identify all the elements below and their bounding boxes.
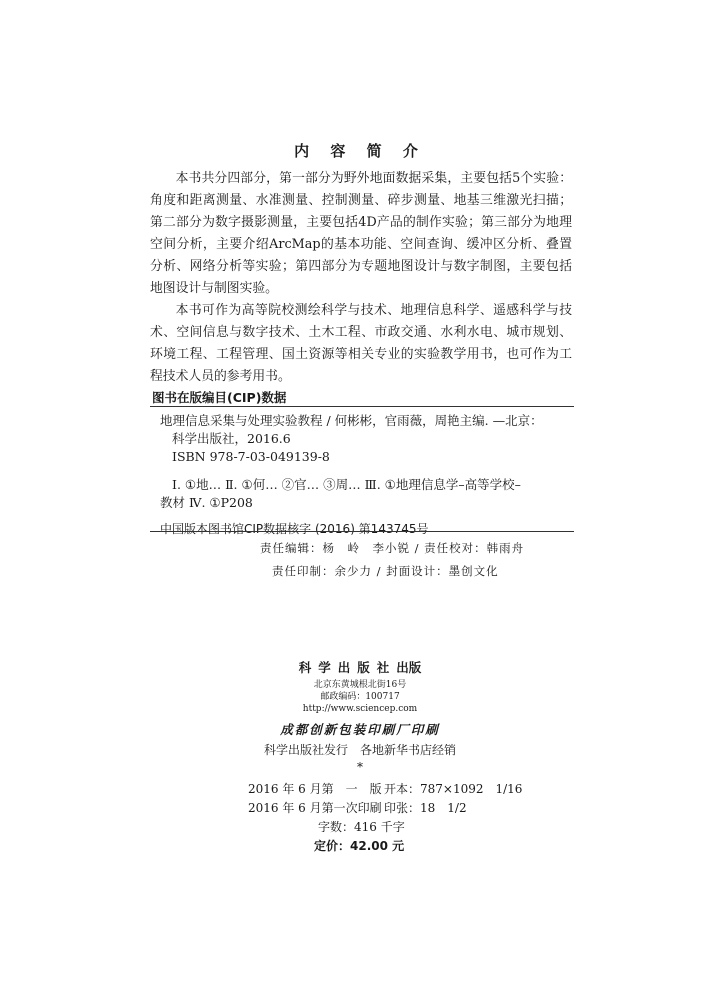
publisher-suffix: 出版 [396,660,422,675]
divider [150,531,574,532]
summary-title: 内 容 简 介 [294,142,426,160]
cip-block [160,412,570,538]
print-specs [248,780,522,856]
divider [150,406,574,407]
publisher-postcode: 邮政编码：100717 [320,692,400,702]
summary-text [150,168,572,388]
cip-publisher-line: 科学出版社，2016.6 [172,431,291,446]
cip-heading: 图书在版编目(CIP)数据 [152,390,287,405]
printer-line: 成都创新包装印刷厂印刷 [280,722,440,737]
cip-title-line: 地理信息采集与处理实验教程 / 何彬彬，官雨薇，周艳主编. —北京： [160,413,543,428]
publisher-line [0,658,720,676]
separator-star: * [357,760,363,774]
page-format: 开本：787×1092 1/16 [384,782,523,796]
distribution-line: 科学出版社发行 各地新华书店经销 [263,743,456,757]
cip-classification-cont: 教材 Ⅳ. ①P208 [160,495,253,510]
cip-record-number: 中国版本图书馆CIP数据核字 (2016) 第143745号 [160,522,429,536]
cip-classification: Ⅰ. ①地… Ⅱ. ①何… ②官… ③周… Ⅲ. ①地理信息学–高等学校– [172,477,521,492]
printing-date: 2016 年 6 月第一次印刷 [248,801,382,815]
production-line: 责任印制：余少力 / 封面设计：墨创文化 [272,564,499,578]
publisher-address: 北京东黄城根北街16号 [313,680,407,690]
publisher-website: http://www.sciencep.com [302,704,418,714]
cip-isbn: ISBN 978-7-03-049139-8 [172,449,330,464]
summary-paragraph: 本书可作为高等院校测绘科学与技术、地理信息科学、遥感科学与技术、空间信息与数字技术、土木工程、市政交通、水利水电、城市规划、环境工程、工程管理、国土资源等相关专业的实验教学用书，也可作为工程技术人员的参考用书。 [150,303,572,384]
editors-line: 责任编辑：杨 岭 李小锐 / 责任校对：韩雨舟 [260,541,525,555]
summary-paragraph: 本书共分四部分，第一部分为野外地面数据采集，主要包括5个实验：角度和距离测量、水准测量、控制测量、碎步测量、地基三维激光扫描；第二部分为数字摄影测量，主要包括4D产品的制作实验；第三部分为地理空间分析，主要介绍ArcMap的基本功能、空间查询、缓冲区分析、叠置分析、网络分析等实验；第四部分为专题地图设计与数字制图，主要包括地图设计与制图实验。 [150,171,572,296]
word-count: 字数：416 千字 [318,820,405,834]
price: 定价：42.00 元 [314,839,405,853]
publisher-name: 科学出版社 [298,660,397,675]
edition-date: 2016 年 6 月第 一 版 [248,782,382,796]
printed-sheets: 印张：18 1/2 [384,801,467,815]
